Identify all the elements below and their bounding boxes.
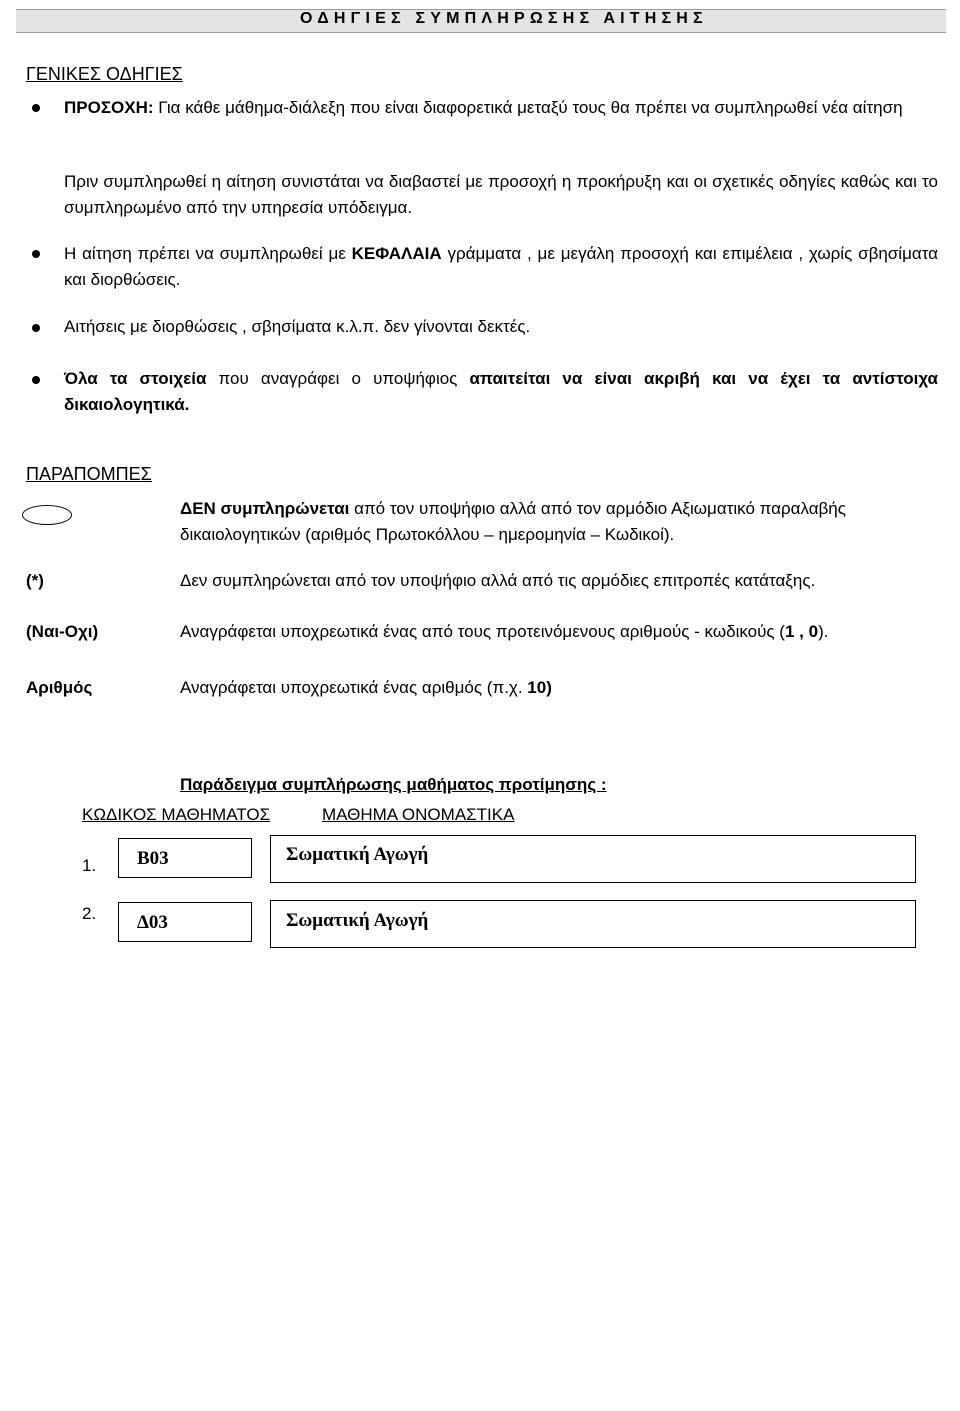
bullet-icon xyxy=(32,104,40,112)
course-name-box xyxy=(270,835,916,883)
oval-description xyxy=(180,496,900,548)
row-number: 2. xyxy=(82,904,97,923)
star-label: (*) xyxy=(26,571,44,590)
accuracy-mid: που αναγράφει ο υποψήφιος xyxy=(206,369,470,388)
page-title: ΟΔΗΓΙΕΣ ΣΥΜΠΛΗΡΩΣΗΣ ΑΙΤΗΣΗΣ xyxy=(300,10,708,27)
oval-bold: ΔΕΝ συμπληρώνεται xyxy=(180,499,350,518)
course-name-value: Σωματική Αγωγή xyxy=(286,910,429,931)
bullet-icon xyxy=(32,324,40,332)
course-code-box xyxy=(118,838,252,878)
attention-text: Για κάθε μάθημα-διάλεξη που είναι διαφορετικά μεταξύ τους θα πρέπει να συμπληρωθεί νέα αίτηση xyxy=(153,98,903,117)
note-paragraph: Πριν συμπληρωθεί η αίτηση συνιστάται να διαβαστεί με προσοχή η προκήρυξη και οι σχετικές οδηγίες καθώς και το συμπληρωμένο από την υπηρεσία υπόδειγμα. xyxy=(64,172,938,217)
number-label: Αριθμός xyxy=(26,678,93,697)
course-name-box xyxy=(270,900,916,948)
yesno-label: (Ναι-Οχι) xyxy=(26,622,99,641)
bullet-icon xyxy=(32,250,40,258)
capitals-bold: ΚΕΦΑΛΑΙΑ xyxy=(351,244,442,263)
general-heading: ΓΕΝΙΚΕΣ ΟΔΗΓΙΕΣ xyxy=(26,64,183,84)
number-pre: Αναγράφεται υποχρεωτικά ένας αριθμός (π.χ. xyxy=(180,678,528,697)
capitals-pre: Η αίτηση πρέπει να συμπληρωθεί με xyxy=(64,244,352,263)
accuracy-bold-2: απαιτείται να είναι ακριβή και να έχει τα αντίστοιχα δικαιολογητικά. xyxy=(64,369,939,414)
oval-icon xyxy=(22,505,72,525)
yesno-post: ). xyxy=(818,622,829,641)
yesno-codes: 1 , 0 xyxy=(784,622,819,641)
yesno-description xyxy=(180,622,828,642)
refs-heading: ΠΑΡΑΠΟΜΠΕΣ xyxy=(26,464,152,484)
corrections-paragraph: Αιτήσεις με διορθώσεις , σβησίματα κ.λ.π. δεν γίνονται δεκτές. xyxy=(64,317,531,336)
accuracy-bold-1: Όλα τα στοιχεία xyxy=(64,369,207,388)
course-code-value: Β03 xyxy=(137,848,169,869)
course-code-value: Δ03 xyxy=(137,912,168,933)
column-code-header: ΚΩΔΙΚΟΣ ΜΑΘΗΜΑΤΟΣ xyxy=(82,805,271,824)
capitals-post: γράμματα , με μεγάλη προσοχή και επιμέλεια , χωρίς σβησίματα και διορθώσεις. xyxy=(64,244,938,289)
column-name-header: ΜΑΘΗΜΑ ΟΝΟΜΑΣΤΙΚΑ xyxy=(322,805,515,824)
oval-text: από τον υποψήφιο αλλά από τον αρμόδιο Αξιωματικό παραλαβής δικαιολογητικών (αριθμός Πρωτοκόλλου – ημερομηνία – Κωδικοί). xyxy=(180,499,846,544)
star-description: Δεν συμπληρώνεται από τον υποψήφιο αλλά από τις αρμόδιες επιτροπές κατάταξης. xyxy=(180,571,816,590)
accuracy-paragraph xyxy=(64,366,938,418)
attention-label: ΠΡΟΣΟΧΗ: xyxy=(64,98,154,117)
example-heading: Παράδειγμα συμπλήρωσης μαθήματος προτίμησης : xyxy=(180,775,607,794)
attention-paragraph xyxy=(64,95,934,121)
row-number: 1. xyxy=(82,856,97,875)
number-example: 10) xyxy=(527,678,552,697)
course-code-box xyxy=(118,902,252,942)
yesno-pre: Αναγράφεται υποχρεωτικά ένας από τους προτεινόμενους αριθμούς - κωδικούς ( xyxy=(180,622,785,641)
number-description xyxy=(180,678,552,698)
course-name-value: Σωματική Αγωγή xyxy=(286,844,429,865)
capitals-paragraph xyxy=(64,241,938,293)
bullet-icon xyxy=(32,376,40,384)
